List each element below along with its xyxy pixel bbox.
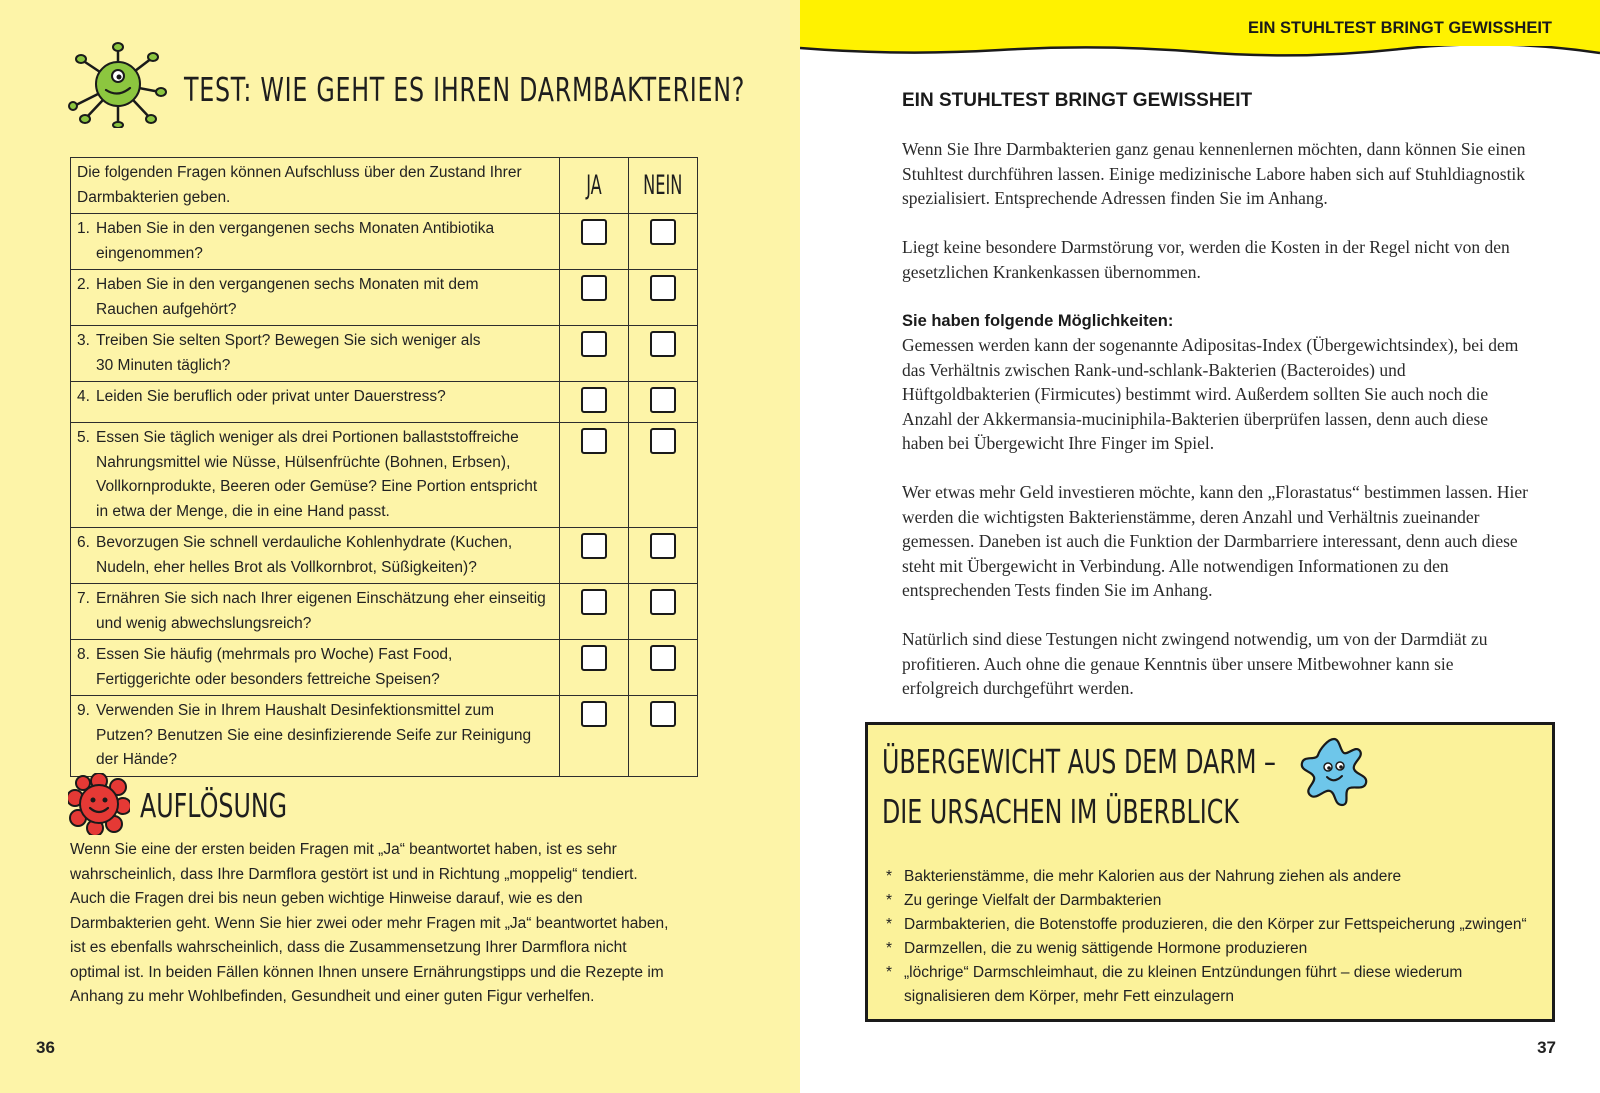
red-germ-icon: [68, 773, 130, 835]
paragraph-1: Wenn Sie Ihre Darmbakterien ganz genau kennenlernen möchten, dann können Sie einen Stuhltest durchführen lassen. Einige medizinische Labore haben sich auf Stuhldiagnostik spezialisiert. Entsprechende Adressen finden Sie im Anhang.: [902, 139, 1526, 208]
question-3-yes-checkbox[interactable]: [581, 331, 607, 357]
paragraph-5: Natürlich sind diese Testungen nicht zwingend notwendig, um von der Darmdiät zu profitieren. Auch ohne die genaue Kenntnis über unsere Mitbewohner kann sie erfolgreich durchgeführt werden.: [902, 629, 1488, 698]
causes-list: [886, 865, 1546, 1009]
quiz-header-row: [71, 158, 698, 214]
page-number-right: 37: [1537, 1038, 1556, 1057]
question-4: 4. Leiden Sie beruflich oder privat unter Dauerstress?: [71, 382, 560, 423]
table-row: [71, 214, 698, 270]
infobox-title: ÜBERGEWICHT AUS DEM DARM – DIE URSACHEN IM ÜBERBLICK: [882, 742, 1276, 831]
paragraph-4: Wer etwas mehr Geld investieren möchte, kann den „Florastatus“ bestimmen lassen. Hier werden die wichtigsten Bakterienstämme, deren Anzahl und Verhältnis zueinander gemessen. Daneben ist auch die Funktion der Darmbarriere interessant, denn auch diese steht mit Übergewicht in Verbindung. Alle notwendigen Informationen zu den entsprechenden Tests finden Sie im Anhang.: [902, 482, 1528, 600]
question-1-yes-checkbox[interactable]: [581, 219, 607, 245]
section-body: [902, 137, 1532, 725]
paragraph-2: Liegt keine besondere Darmstörung vor, werden die Kosten in der Regel nicht von den gesetzlichen Krankenkassen übernommen.: [902, 237, 1510, 282]
question-5: 5. Essen Sie täglich weniger als drei Portionen ballaststoffreiche Nahrungsmittel wie Nüsse, Hülsenfrüchte (Bohnen, Erbsen), Vollkornprodukte, Beeren oder Gemüse? Eine Portion entspricht in etwa der Menge, die in eine Hand passt.: [71, 423, 560, 528]
question-9-no-checkbox[interactable]: [650, 701, 676, 727]
question-2: 2. Haben Sie in den vergangenen sechs Monaten mit dem Rauchen aufgehört?: [71, 270, 560, 326]
question-1: 1. Haben Sie in den vergangenen sechs Monaten Antibiotika eingenommen?: [71, 214, 560, 270]
question-7-yes-checkbox[interactable]: [581, 589, 607, 615]
resolution-title: AUFLÖSUNG: [140, 786, 288, 825]
header-wave-edge: [800, 46, 1600, 60]
resolution-title-row: [68, 773, 468, 843]
question-8-yes-checkbox[interactable]: [581, 645, 607, 671]
star-bullet-icon: *: [886, 868, 893, 885]
list-item: * Darmzellen, die zu wenig sättigende Hormone produzieren: [886, 937, 1546, 961]
table-row: [71, 423, 698, 528]
question-5-no-checkbox[interactable]: [650, 428, 676, 454]
star-bullet-icon: *: [886, 916, 893, 933]
resolution-paragraph-1: Wenn Sie eine der ersten beiden Fragen mit „Ja“ beantwortet haben, ist es sehr wahrscheinlich, dass Ihre Darmflora gestört ist und in Richtung „moppelig“ tendiert.: [70, 841, 638, 883]
star-bullet-icon: *: [886, 964, 893, 981]
table-row: [71, 640, 698, 696]
question-8-no-checkbox[interactable]: [650, 645, 676, 671]
quiz-intro: Die folgenden Fragen können Aufschluss über den Zustand Ihrer Darmbakterien geben.: [71, 158, 560, 214]
list-item: * Zu geringe Vielfalt der Darmbakterien: [886, 889, 1546, 913]
question-2-no-checkbox[interactable]: [650, 275, 676, 301]
question-9-yes-checkbox[interactable]: [581, 701, 607, 727]
blue-germ-icon: [1296, 733, 1372, 809]
table-row: [71, 696, 698, 777]
table-row: [71, 270, 698, 326]
star-bullet-icon: *: [886, 892, 893, 909]
right-page: [800, 0, 1600, 1093]
running-header: EIN STUHLTEST BRINGT GEWISSHEIT: [1247, 19, 1552, 37]
question-6-yes-checkbox[interactable]: [581, 533, 607, 559]
column-no-header: NEIN: [629, 158, 698, 214]
list-item: * Bakterienstämme, die mehr Kalorien aus der Nahrung ziehen als andere: [886, 865, 1546, 889]
question-4-no-checkbox[interactable]: [650, 387, 676, 413]
question-7: 7. Ernähren Sie sich nach Ihrer eigenen Einschätzung eher einseitig und wenig abwechslungsreich?: [71, 584, 560, 640]
section-heading: EIN STUHLTEST BRINGT GEWISSHEIT: [902, 90, 1253, 111]
question-2-yes-checkbox[interactable]: [581, 275, 607, 301]
list-item: * Darmbakterien, die Botenstoffe produzieren, die den Körper zur Fettspeicherung „zwingen“: [886, 913, 1546, 937]
green-germ-icon: [68, 40, 168, 128]
quiz-title: TEST: WIE GEHT ES IHREN DARMBAKTERIEN?: [184, 70, 746, 109]
question-6: 6. Bevorzugen Sie schnell verdauliche Kohlenhydrate (Kuchen, Nudeln, eher helles Brot als Vollkornbrot, Süßigkeiten)?: [71, 528, 560, 584]
question-8: 8. Essen Sie häufig (mehrmals pro Woche) Fast Food, Fertiggerichte oder besonders fettreiche Speisen?: [71, 640, 560, 696]
question-1-no-checkbox[interactable]: [650, 219, 676, 245]
page-number-left: 36: [36, 1038, 55, 1057]
table-row: [71, 382, 698, 423]
question-7-no-checkbox[interactable]: [650, 589, 676, 615]
column-yes-header: JA: [560, 158, 629, 214]
causes-infobox: [865, 722, 1555, 1022]
quiz-table: [70, 157, 698, 777]
question-3-no-checkbox[interactable]: [650, 331, 676, 357]
question-6-no-checkbox[interactable]: [650, 533, 676, 559]
subheading: Sie haben folgende Möglichkeiten:: [902, 311, 1174, 330]
quiz-title-row: [68, 40, 746, 130]
table-row: [71, 528, 698, 584]
star-bullet-icon: *: [886, 940, 893, 957]
running-header-bar: [800, 0, 1600, 56]
list-item: * „löchrige“ Darmschleimhaut, die zu kleinen Entzündungen führt – diese wiederum signalisieren dem Körper, mehr Fett einzulagern: [886, 961, 1546, 1009]
paragraph-3: Sie haben folgende Möglichkeiten: Gemessen werden kann der sogenannte Adipositas-Index (Übergewichtsindex), bei dem das Verhältnis zwischen Rank-und-schlank-Bakterien (Bacteroides) und Hüftgoldbakterien (Firmicutes) bestimmt wird. Außerdem sollten Sie auch noch die Anzahl der Akkermansia-muciniphila-Bakterien überprüfen lassen, denn auch diese haben bei Übergewicht Ihre Finger im Spiel.: [902, 309, 1532, 456]
question-5-yes-checkbox[interactable]: [581, 428, 607, 454]
question-9: 9. Verwenden Sie in Ihrem Haushalt Desinfektionsmittel zum Putzen? Benutzen Sie eine desinfizierende Seife zur Reinigung der Hände?: [71, 696, 560, 777]
question-4-yes-checkbox[interactable]: [581, 387, 607, 413]
table-row: [71, 326, 698, 382]
resolution-paragraph-2: Auch die Fragen drei bis neun geben wichtige Hinweise darauf, wie es den Darmbakterien geht. Wenn Sie hier zwei oder mehr Fragen mit „Ja“ beantwortet haben, ist es ebenfalls wahrscheinlich, dass die Zusammensetzung Ihrer Darmflora nicht optimal ist. In beiden Fällen können Ihnen unsere Ernährungstipps und die Rezepte im Anhang zu mehr Wohlbefinden, Gesundheit und einer guten Figur verhelfen.: [70, 890, 669, 1005]
resolution-text: [70, 838, 680, 1010]
question-3: 3. Treiben Sie selten Sport? Bewegen Sie sich weniger als 30 Minuten täglich?: [71, 326, 560, 382]
table-row: [71, 584, 698, 640]
